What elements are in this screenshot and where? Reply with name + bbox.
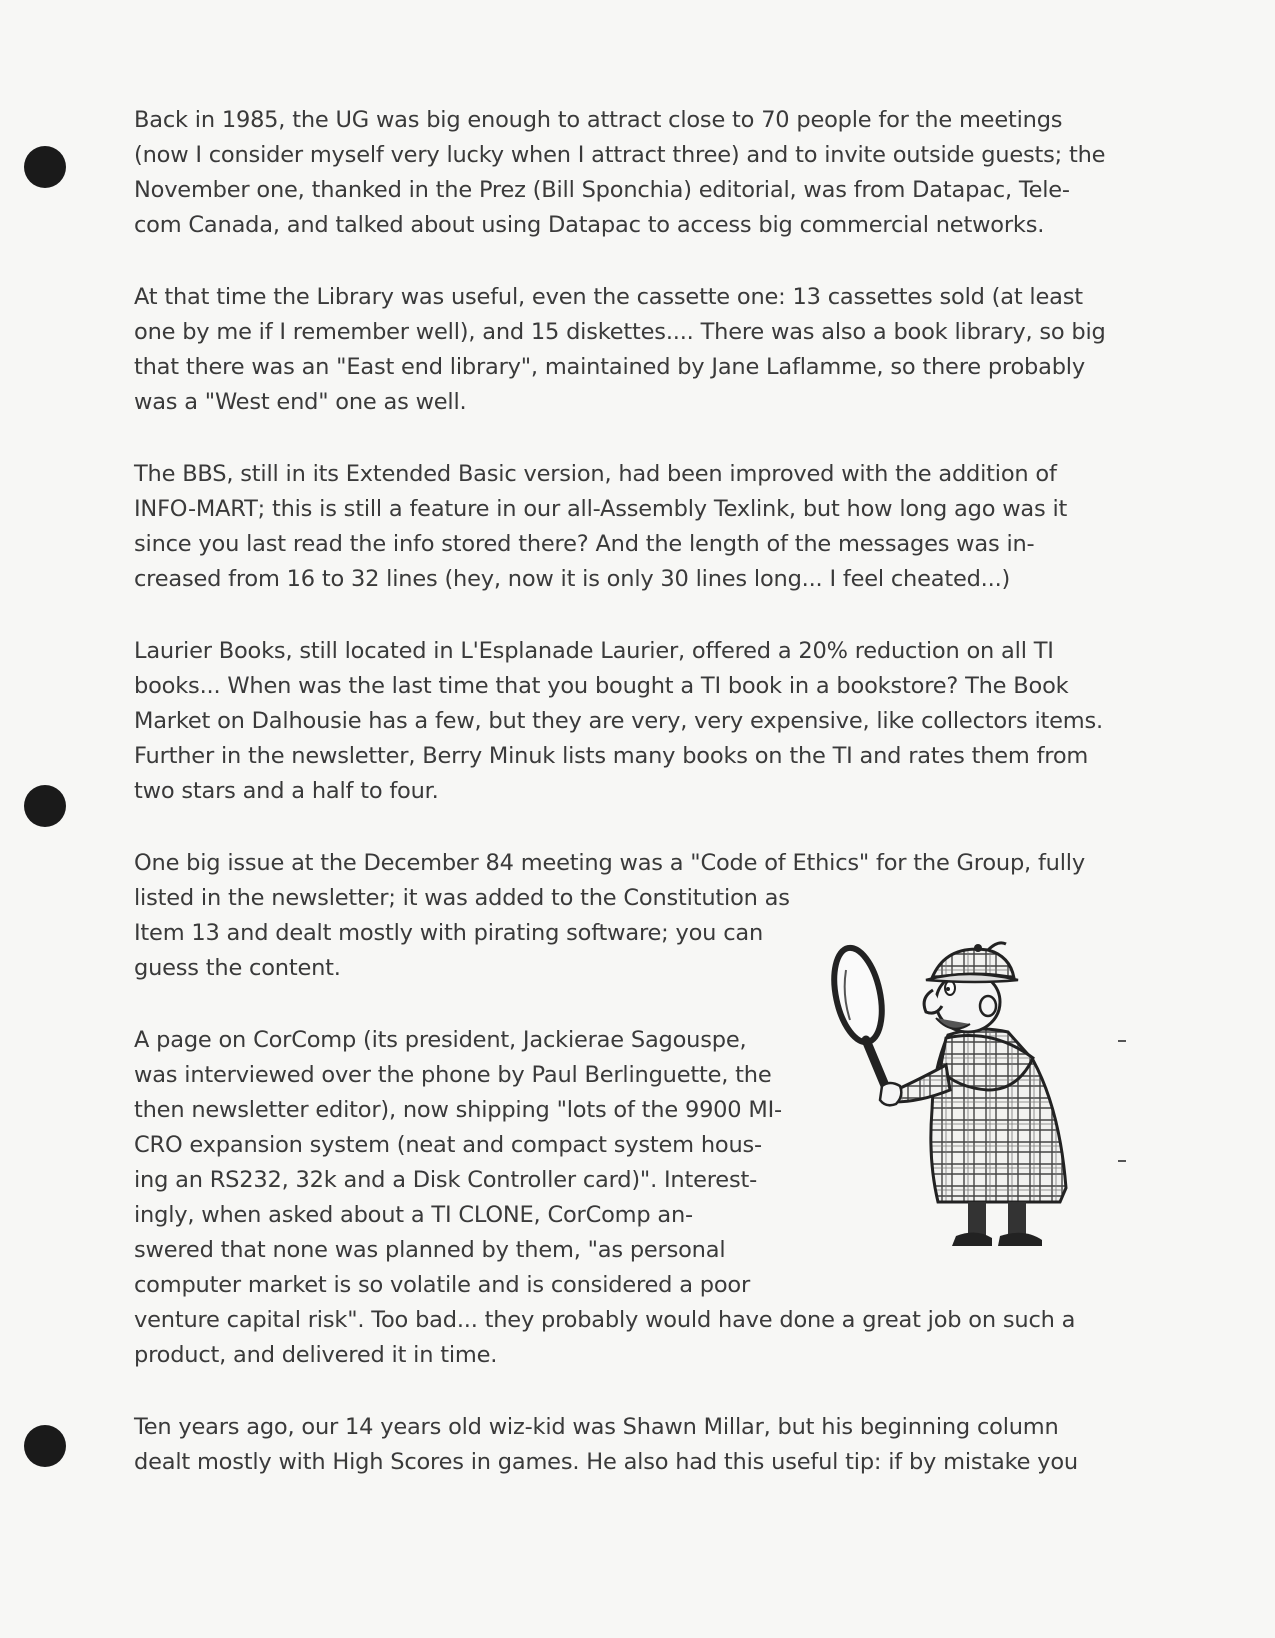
paragraph-wiz-kid	[134, 1410, 1124, 1480]
text-line: (now I consider myself very lucky when I attract three) and to invite outside guests; the	[134, 142, 1106, 168]
text-line: one by me if I remember well), and 15 diskettes.... There was also a book library, so big	[134, 319, 1106, 345]
text-line: books... When was the last time that you bought a TI book in a bookstore? The Book	[134, 673, 1069, 699]
paragraph-bbs	[134, 457, 1124, 597]
magnifying-glass-icon	[828, 943, 889, 1088]
article-body	[134, 103, 1124, 1517]
text-line: listed in the newsletter; it was added to the Constitution as	[134, 885, 790, 911]
text-line: since you last read the info stored there? And the length of the messages was in-	[134, 531, 1035, 557]
text-line: ing an RS232, 32k and a Disk Controller card)". Interest-	[134, 1167, 758, 1193]
text-line: creased from 16 to 32 lines (hey, now it is only 30 lines long... I feel cheated...)	[134, 566, 1011, 592]
text-line: Ten years ago, our 14 years old wiz-kid was Shawn Millar, but his beginning column	[134, 1414, 1059, 1440]
text-line: product, and delivered it in time.	[134, 1342, 498, 1368]
text-line: Market on Dalhousie has a few, but they are very, very expensive, like collectors items.	[134, 708, 1103, 734]
text-line: was a "West end" one as well.	[134, 389, 467, 415]
text-line: computer market is so volatile and is considered a poor	[134, 1272, 751, 1298]
text-line: then newsletter editor), now shipping "lots of the 9900 MI-	[134, 1097, 782, 1123]
text-line: Laurier Books, still located in L'Esplanade Laurier, offered a 20% reduction on all TI	[134, 638, 1054, 664]
text-line: com Canada, and talked about using Datapac to access big commercial networks.	[134, 212, 1045, 238]
text-line: The BBS, still in its Extended Basic version, had been improved with the addition of	[134, 461, 1057, 487]
text-line: November one, thanked in the Prez (Bill Sponchia) editorial, was from Datapac, Tele-	[134, 177, 1070, 203]
paragraph-laurier-books	[134, 634, 1124, 809]
edge-mark	[1118, 1040, 1126, 1042]
text-line: venture capital risk". Too bad... they probably would have done a great job on such a	[134, 1307, 1076, 1333]
text-line: ingly, when asked about a TI CLONE, CorComp an-	[134, 1202, 693, 1228]
paragraph-library	[134, 280, 1124, 420]
punch-hole-top	[24, 146, 66, 188]
text-line: Item 13 and dealt mostly with pirating software; you can	[134, 920, 764, 946]
paragraph-ug-1985	[134, 103, 1124, 243]
text-line: was interviewed over the phone by Paul Berlinguette, the	[134, 1062, 772, 1088]
text-line: One big issue at the December 84 meeting was a "Code of Ethics" for the Group, fully	[134, 850, 1085, 876]
text-line: guess the content.	[134, 955, 341, 981]
detective-illustration	[828, 940, 1118, 1260]
text-line: Further in the newsletter, Berry Minuk lists many books on the TI and rates them from	[134, 743, 1089, 769]
text-line: that there was an "East end library", maintained by Jane Laflamme, so there probably	[134, 354, 1085, 380]
text-line: dealt mostly with High Scores in games. He also had this useful tip: if by mistake you	[134, 1449, 1078, 1475]
text-line: INFO-MART; this is still a feature in our all-Assembly Texlink, but how long ago was it	[134, 496, 1068, 522]
punch-hole-bottom	[24, 1425, 66, 1467]
text-line: CRO expansion system (neat and compact system hous-	[134, 1132, 762, 1158]
text-line: A page on CorComp (its president, Jackierae Sagouspe,	[134, 1027, 747, 1053]
text-line: two stars and a half to four.	[134, 778, 439, 804]
edge-mark	[1118, 1160, 1126, 1162]
punch-hole-middle	[24, 785, 66, 827]
text-line: Back in 1985, the UG was big enough to attract close to 70 people for the meetings	[134, 107, 1063, 133]
deerstalker-hat	[926, 943, 1018, 982]
text-line: At that time the Library was useful, even the cassette one: 13 cassettes sold (at least	[134, 284, 1083, 310]
text-line: swered that none was planned by them, "as personal	[134, 1237, 726, 1263]
